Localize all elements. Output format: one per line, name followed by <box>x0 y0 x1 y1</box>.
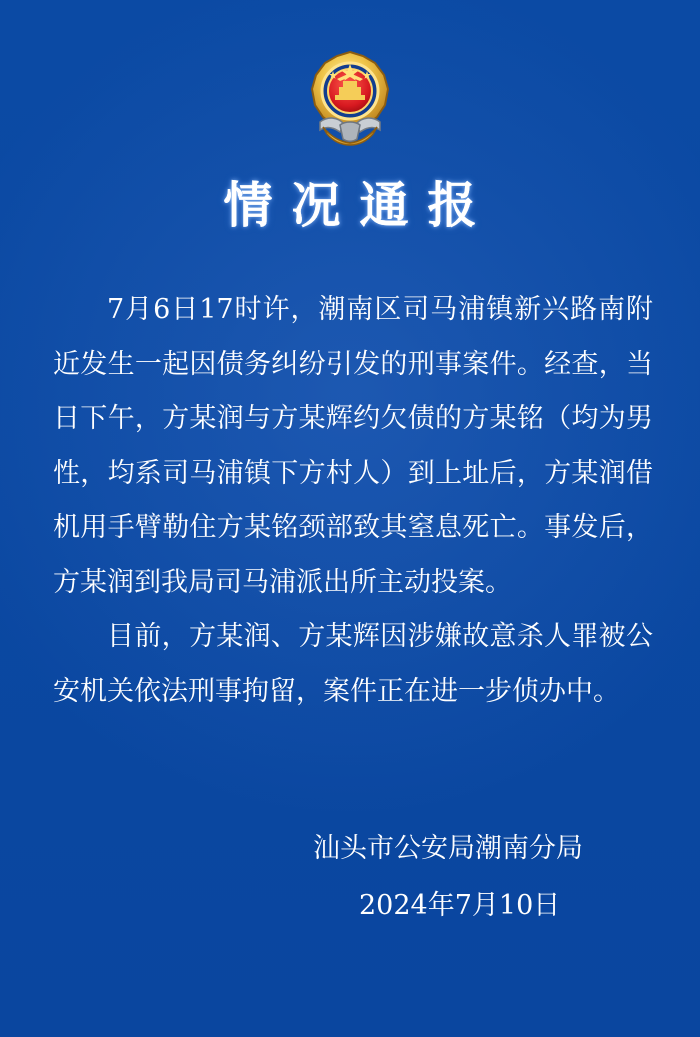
notice-paragraph-1: 7月6日17时许，潮南区司马浦镇新兴路南附近发生一起因债务纠纷引发的刑事案件。经查，当日下午，方某润与方某辉约欠债的方某铭（均为男性，均系司马浦镇下方村人）到上址后，方某润借机用手臂勒住方某铭颈部致其窒息死亡。事发后，方某润到我局司马浦派出所主动投案。 <box>53 294 653 598</box>
notice-paragraph-2: 目前，方某润、方某辉因涉嫌故意杀人罪被公安机关依法刑事拘留，案件正在进一步侦办中。 <box>53 621 653 707</box>
police-emblem-icon <box>302 48 398 146</box>
issue-date: 2024年7月10日 <box>359 890 561 921</box>
issuing-agency: 汕头市公安局潮南分局 <box>313 833 583 864</box>
notice-title: 情况通报 <box>223 176 496 234</box>
